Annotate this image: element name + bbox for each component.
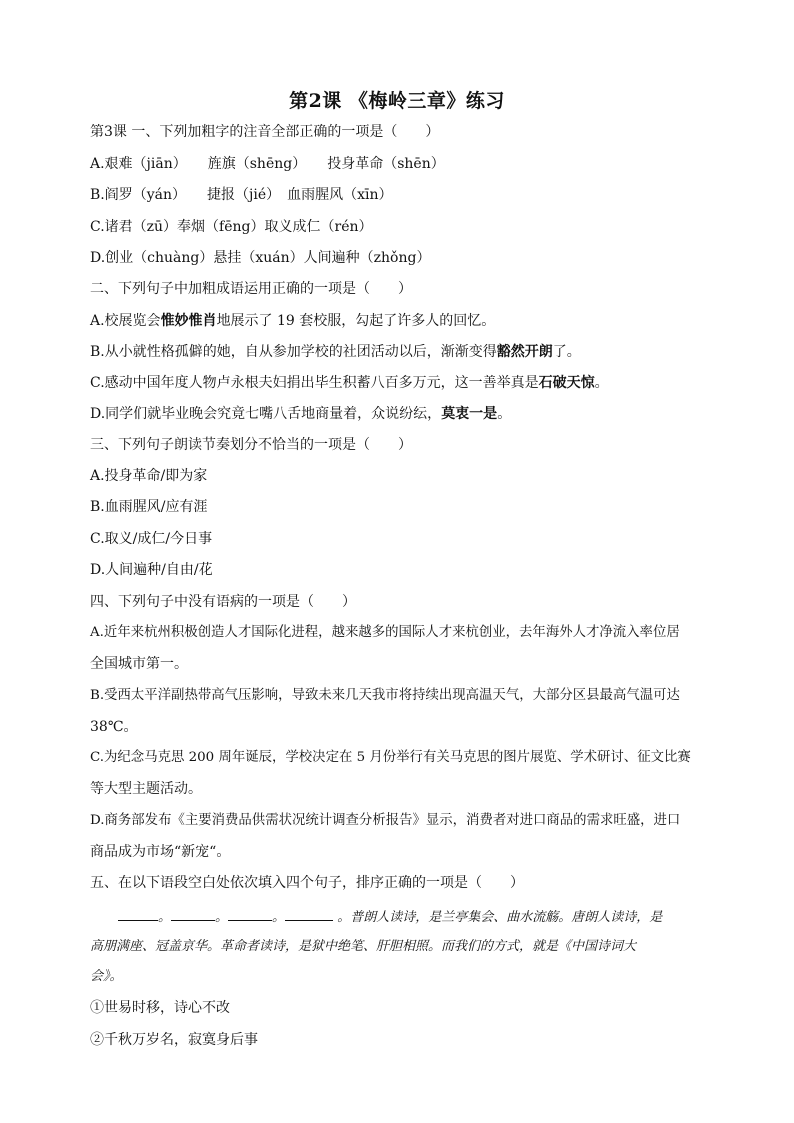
question-1-option-d: D.创业（chuàng）悬挂（xuán）人间遍种（zhǒng） xyxy=(90,250,431,266)
question-4-stem: 四、下列句子中没有语病的一项是（ ） xyxy=(90,594,356,610)
question-4-option-c-cont: 等大型主题活动。 xyxy=(90,781,202,797)
question-4-option-c: C.为纪念马克思 200 周年诞辰，学校决定在 5 月份举行有关马克思的图片展览、学术研讨、征文比赛 xyxy=(90,750,691,765)
question-4-option-d: D.商务部发布《主要消费品供需状况统计调查分析报告》显示，消费者对进口商品的需求旺盛，进口 xyxy=(90,813,681,828)
question-4-option-b-cont: 38℃。 xyxy=(90,719,138,735)
question-5-sentence-1: ①世易时移，诗心不改 xyxy=(90,1000,230,1016)
question-3-option-a: A.投身革命/即为家 xyxy=(90,468,208,484)
bold-idiom: 豁然开朗 xyxy=(496,344,553,360)
question-1-option-b: B.阎罗（yán） 捷报（jié） 血雨腥风（xīn） xyxy=(90,187,393,203)
passage-line-1: 。 。 。 。普朗人读诗，是兰亭集会、曲水流觞。唐朗人读诗，是 xyxy=(90,906,708,928)
fill-blank-1[interactable] xyxy=(118,906,158,921)
question-2-option-d: D.同学们就毕业晚会究竟七嘴八舌地商量着，众说纷纭，莫衷一是。 xyxy=(90,406,512,422)
question-5-sentence-2: ②千秋万岁名，寂寞身后事 xyxy=(90,1032,258,1048)
question-3-option-b: B.血雨腥风/应有涯 xyxy=(90,499,208,515)
question-3-stem: 三、下列句子朗读节奏划分不恰当的一项是（ ） xyxy=(90,437,412,453)
question-4-option-a: A.近年来杭州积极创造人才国际化进程，越来越多的国际人才来杭创业，去年海外人才净流入率位居 xyxy=(90,625,680,640)
lesson-label: 第3课 xyxy=(90,124,127,140)
bold-idiom: 惟妙惟肖 xyxy=(160,313,217,329)
passage-line-2: 高朋满座、冠盖京华。革命者读诗，是狱中绝笔、肝胆相照。而我们的方式，就是《中国诗词大 xyxy=(90,939,637,954)
question-4-option-d-cont: 商品成为市场“新宠“。 xyxy=(90,844,231,860)
fill-blank-2[interactable] xyxy=(171,906,215,921)
question-4-option-a-cont: 全国城市第一。 xyxy=(90,656,188,672)
passage-line-3: 会》。 xyxy=(90,969,123,984)
page-title: 第2课 《梅岭三章》练习 xyxy=(289,90,505,112)
question-1-option-c: C.诸君（zū）奉烟（fēng）取义成仁（rén） xyxy=(90,219,373,235)
question-1-option-a: A.艰难（jiān） 旌旗（shēng） 投身革命（shēn） xyxy=(90,156,445,172)
question-2-option-c: C.感动中国年度人物卢永根夫妇捐出毕生积蓄八百多万元，这一善举真是石破天惊。 xyxy=(90,375,609,391)
bold-idiom: 莫衷一是 xyxy=(441,406,498,422)
question-4-option-b: B.受西太平洋副热带高气压影响，导致未来几天我市将持续出现高温天气，大部分区县最高气温可达 xyxy=(90,688,680,703)
question-3-option-c: C.取义/成仁/今日事 xyxy=(90,531,213,547)
question-1-stem: 第3课 一、下列加粗字的注音全部正确的一项是（ ） xyxy=(90,124,440,140)
question-5-stem: 五、在以下语段空白处依次填入四个句子，排序正确的一项是（ ） xyxy=(90,875,524,891)
fill-blank-4[interactable] xyxy=(285,906,333,921)
question-2-option-a: A.校展览会惟妙惟肖地展示了 19 套校服，勾起了许多人的回忆。 xyxy=(90,313,496,329)
question-2-option-b: B.从小就性格孤僻的她，自从参加学校的社团活动以后，渐渐变得豁然开朗了。 xyxy=(90,344,581,360)
question-2-stem: 二、下列句子中加粗成语运用正确的一项是（ ） xyxy=(90,281,412,297)
question-3-option-d: D.人间遍种/自由/花 xyxy=(90,562,213,578)
bold-idiom: 石破天惊 xyxy=(538,375,595,391)
fill-blank-3[interactable] xyxy=(228,906,272,921)
